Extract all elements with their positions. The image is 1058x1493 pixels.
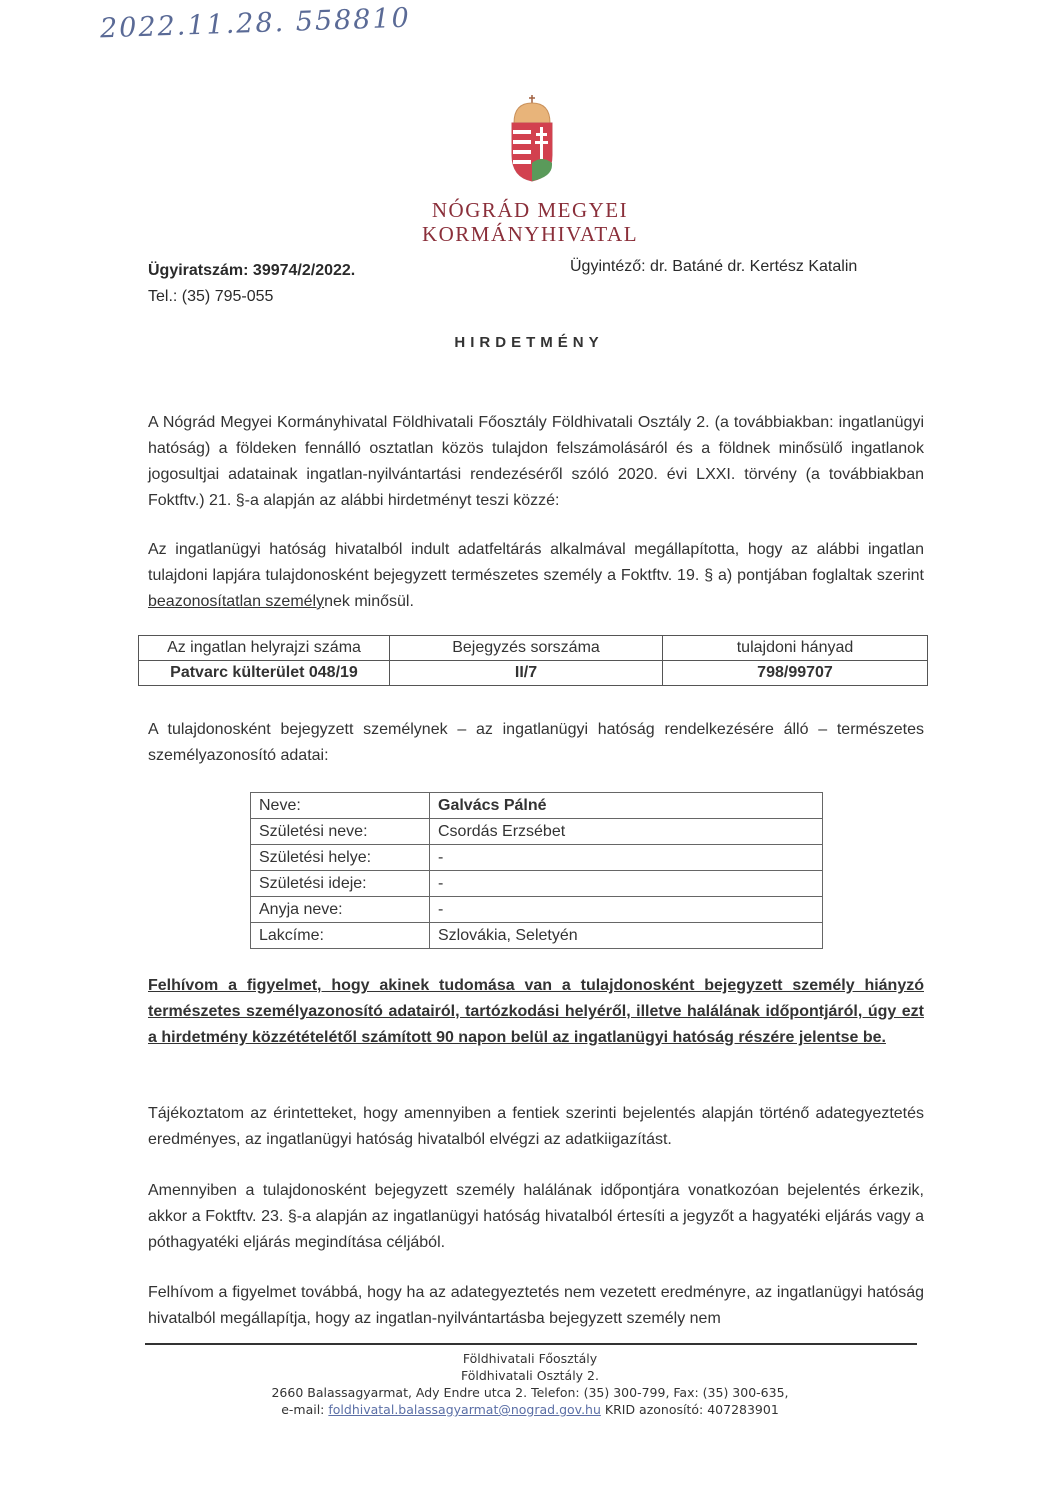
parcel-number: Patvarc külterület 048/19 bbox=[139, 661, 390, 686]
entry-number: II/7 bbox=[390, 661, 663, 686]
case-number: Ügyiratszám: 39974/2/2022. bbox=[148, 262, 356, 279]
footer-office: Földhivatali Osztály 2. bbox=[461, 1368, 599, 1383]
table-row bbox=[251, 793, 823, 819]
property-table-header bbox=[139, 636, 928, 661]
header-parcel-number: Az ingatlan helyrajzi száma bbox=[139, 636, 390, 661]
property-table-row bbox=[139, 661, 928, 686]
property-table bbox=[138, 635, 928, 686]
field-value: - bbox=[430, 897, 823, 923]
finding-text: Az ingatlanügyi hatóság hivatalból indult adatfeltárás alkalmával megállapította, hogy az alábbi ingatlan tulajdoni lapjára tulajdonosként bejegyzett természetes személy a Foktftv. 19. § a) pontjában foglaltak szerint bbox=[148, 541, 924, 584]
table-row bbox=[251, 923, 823, 949]
org-name-line2: KORMÁNYHIVATAL bbox=[421, 222, 639, 246]
field-value: - bbox=[430, 871, 823, 897]
footer-divider bbox=[145, 1343, 917, 1345]
field-label: Születési neve: bbox=[251, 819, 430, 845]
finding-text-end: nek minősül. bbox=[324, 593, 414, 610]
call-notice-paragraph: Felhívom a figyelmet, hogy akinek tudomása van a tulajdonosként bejegyzett személy hiányzó természetes személyazonosító adatairól, tartózkodási helyéről, illetve halálának időpontjáról, úgy ezt a hirdetmény közzétételétől számított 90 napon belül az ingatlanügyi hatóság részére jelentse be. bbox=[148, 977, 924, 1046]
table-row bbox=[251, 819, 823, 845]
table-row bbox=[251, 897, 823, 923]
intro-paragraph: A Nógrád Megyei Kormányhivatal Földhivatali Főosztály Földhivatali Osztály 2. (a továbbiakban: ingatlanügyi hatóság) a földeken fennálló osztatlan közös tulajdon felszámolásáról és a földnek minősülő ingatlanok jogosultjai adatainak ingatlan-nyilvántartási rendezéséről szóló 2020. évi LXXI. törvény (a továbbiakban Foktftv.) 21. §-a alapján az alábbi hirdetményt teszi közzé: bbox=[148, 414, 924, 509]
header-ownership-share: tulajdoni hányad bbox=[663, 636, 928, 661]
person-data-table bbox=[250, 792, 823, 949]
ownership-share: 798/99707 bbox=[663, 661, 928, 686]
footer-address: 2660 Balassagyarmat, Ady Endre utca 2. Telefon: (35) 300-799, Fax: (35) 300-635, bbox=[271, 1385, 789, 1400]
header-entry-number: Bejegyzés sorszáma bbox=[390, 636, 663, 661]
death-notice-paragraph: Amennyiben a tulajdonosként bejegyzett személy halálának időpontjára vonatkozóan bejelentés érkezik, akkor a Foktftv. 23. §-a alapján az ingatlanügyi hatóság hivatalból értesíti a jegyzőt a hagyatéki eljárás vagy a póthagyatéki eljárás megindítása céljából. bbox=[148, 1182, 924, 1251]
field-value: Szlovákia, Seletyén bbox=[430, 923, 823, 949]
field-value: Csordás Erzsébet bbox=[430, 819, 823, 845]
further-notice-paragraph: Felhívom a figyelmet továbbá, hogy ha az adategyeztetés nem vezetett eredményre, az ingatlanügyi hatóság hivatalból megállapítja, hogy az ingatlan-nyilvántartásba bejegyzett személy nem bbox=[148, 1284, 924, 1327]
field-label: Neve: bbox=[251, 793, 430, 819]
person-intro-paragraph: A tulajdonosként bejegyzett személynek – az ingatlanügyi hatóság rendelkezésére álló – természetes személyazonosító adatai: bbox=[148, 721, 924, 764]
field-value: - bbox=[430, 845, 823, 871]
footer-contact bbox=[140, 1401, 920, 1418]
document-title: HIRDETMÉNY bbox=[454, 334, 604, 351]
coat-of-arms-icon bbox=[508, 93, 556, 185]
case-officer: Ügyintéző: dr. Batáné dr. Kertész Katalin bbox=[570, 258, 858, 275]
phone-number: Tel.: (35) 795-055 bbox=[148, 288, 274, 305]
case-meta bbox=[148, 258, 355, 310]
field-label: Lakcíme: bbox=[251, 923, 430, 949]
table-row bbox=[251, 845, 823, 871]
footer bbox=[140, 1350, 920, 1418]
table-row bbox=[251, 871, 823, 897]
finding-paragraph bbox=[148, 537, 924, 615]
handwritten-registration-note: 2022.11.28. 558810 bbox=[99, 2, 412, 45]
field-value: Galvács Pálné bbox=[430, 793, 823, 819]
footer-department: Földhivatali Főosztály bbox=[462, 1351, 598, 1366]
org-name-line1: NÓGRÁD MEGYEI bbox=[431, 198, 629, 222]
unidentified-person-term: beazonosítatlan személy bbox=[148, 593, 325, 610]
krid-id: KRID azonosító: 407283901 bbox=[600, 1402, 779, 1417]
field-label: Születési ideje: bbox=[251, 871, 430, 897]
field-label: Anyja neve: bbox=[251, 897, 430, 923]
email-link[interactable]: foldhivatal.balassagyarmat@nograd.gov.hu bbox=[328, 1402, 601, 1417]
email-label: e-mail: bbox=[281, 1402, 329, 1417]
field-label: Születési helye: bbox=[251, 845, 430, 871]
info-paragraph: Tájékoztatom az érintetteket, hogy amennyiben a fentiek szerinti bejelentés alapján történő adategyeztetés eredményes, az ingatlanügyi hatóság hivatalból elvégzi az adatkiigazítást. bbox=[148, 1105, 924, 1148]
